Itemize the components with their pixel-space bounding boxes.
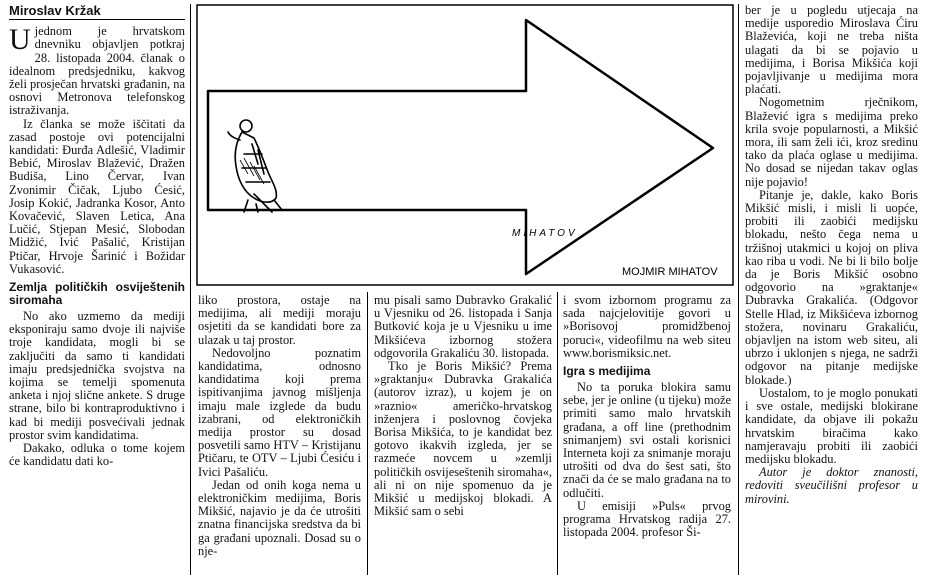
paragraph: No ako uzmemo da mediji eksponiraju samo dvoje ili najviše troje kandidata, mogli bi se zaključiti da samo ti kandidati imaju predsjednička svojstva na kojima se temelji spomenuta anketa i njoj slične ankete. S druge strane, bilo bi kontraproduktivno i kad bi mediji posvećivali jednak prostor svim kandidatima.	[9, 309, 185, 442]
column-divider	[190, 4, 191, 575]
paragraph: liko prostora, ostaje na medijima, ali mediji moraju osjetiti da se kandidati bore za ulazak u taj prostor.	[198, 293, 361, 347]
paragraph: Dakako, odluka o tome kojem će kandidatu dati ko-	[9, 441, 185, 469]
paragraph: Iz članka se može iščitati da zasad postoje ovi potencijalni kandidati: Đurđa Adlešić, Vladimir Bebić, Miroslav Blažević, Dražen Budiša, Lino Červar, Ivan Zvonimir Čičak, Ljubo Ćesić, Josip Kokić, Jadranka Kosor, Anto Kovačević, Slaven Letica, Ana Lučić, Stjepan Mesić, Slobodan Midžić, Ivić Pašalić, Kristijan Ptičar, Hrvoje Šarinić i Božidar Vukasović.	[9, 116, 185, 276]
column-divider	[738, 4, 739, 575]
column-2	[198, 294, 361, 558]
column-4	[563, 294, 731, 539]
cartoon-signature: MIHATOV	[512, 228, 578, 239]
paragraph: Uostalom, to je moglo ponukati i sve ostale, medijski blokirane kandidate, da objave ili pokažu hrvatskim biračima kako namjeravaju probiti ili zaobići medijsku blokadu.	[745, 385, 918, 466]
column-divider	[367, 292, 368, 575]
paragraph: Pitanje je, dakle, kako Boris Mikšić misli, i misli li uopće, probiti ili zaobići medijsku blokadu, nešto čega nema u tržišnoj utakmici u kojoj on pliva kao riba u vodi. Ne bi li bilo bolje da je Boris Mikšić osobno odgovorio na »graktanje« Dubravka Grakalića. (Odgovor Stelle Hlad, iz Mikšićeva izbornog stožera, novinaru Grakaliću, objavljen na istom web siteu, ali ubrzo i uklonjen s njega, ne sadrži odgovor na pitanje medijske blokade.)	[745, 187, 918, 387]
paragraph: i svom izbornom programu za sada najcjelovitije govori u »Borisovoj promidžbenoj poruci«, videofilmu na web siteu www.borismiksic.net.	[563, 293, 731, 360]
column-divider	[557, 292, 558, 575]
paragraph: Nogometnim rječnikom, Blažević igra s medijima preko krila svoje popularnosti, a Mikšić mora, ili sam želi ići, kroz sredinu tako da plaća oglase u medijima. No dosad se nijedan takav oglas nije pojavio!	[745, 95, 918, 189]
paragraph: Jedan od onih koga nema u elektroničkim medijima, Boris Mikšić, najavio je da će utrošiti znatna financijska sredstva da bi ga građani upoznali. Dosad su o nje-	[198, 477, 361, 558]
subheading: Zemlja političkih osviještenih siromaha	[9, 280, 185, 308]
byline: Miroslav Kržak	[9, 3, 101, 18]
paragraph: U emisiji »Puls« prvog programa Hrvatskog radija 27. listopada 2004. profesor Ši-	[563, 498, 731, 540]
paragraph: No ta poruka blokira samu sebe, jer je online (u tijeku) može primiti samo malo hrvatskih građana, a off line (prethodnim snimanjem) svi ostali korisnici Interneta koji za snimanje moraju utrošiti od dva do šest sati, što znači da će se malo građana na to odlučiti.	[563, 380, 731, 500]
cartoon-drawing	[196, 4, 734, 286]
author-note: Autor je doktor znanosti, redoviti sveučilišni profesor u mirovini.	[745, 465, 918, 506]
column-1	[9, 4, 185, 469]
lead-paragraph: Ujednom je hrvatskom dnevniku objavljen potkraj 28. listopada 2004. članak o idealnom predsjedniku, kakvog želi prosječan hrvatski građanin, na osnovi Metronova telefonskog istraživanja.	[9, 23, 185, 118]
column-3	[374, 294, 552, 518]
cartoon-caption: MOJMIR MIHATOV	[622, 266, 718, 278]
paragraph: mu pisali samo Dubravko Grakalić u Vjesniku od 26. listopada i Sanja Butković koja je u Vjesniku u ime Mikšićeva izbornog stožera odgovorila Grakaliću 30. listopada.	[374, 293, 552, 360]
subheading: Igra s medijima	[563, 364, 651, 379]
column-5	[745, 4, 918, 506]
cartoon	[196, 4, 734, 286]
byline-rule	[9, 19, 185, 20]
paragraph: Nedovoljno poznatim kandidatima, odnosno kandidatima koji prema ispitivanjima javnog mišljenja imaju male izglede da budu izabrani, od elektroničkih medija prostor su dosad posvetili samo HTV – Kristijanu Ptičaru, te OTV – Ljubi Ćesiću i Ivici Pašaliću.	[198, 345, 361, 479]
drop-cap: U	[9, 23, 31, 57]
paragraph: Tko je Boris Mikšić? Prema »graktanju« Dubravka Grakalića (autorov izraz), u kojem je on »raznio« američko-hrvatskog inženjera i poslovnog čovjeka Borisa Mikšića, to je kandidat bez gotovo ikakvih izgleda, jer se razmeće novcem u »zemlji političkih osvijeseštenih siromaha«, ali ni on nije spomenuo da je Mikšić u medijskoj blokadi. A Mikšić sam o sebi	[374, 359, 552, 519]
paragraph: ber je u pogledu utjecaja na medije usporedio Miroslava Ćiru Blaževića, koji ne treba ništa ulagati da bi se pojavio u medijima, i Borisa Mikšića koji pojavljivanje u medijima mora plaćati.	[745, 3, 918, 97]
